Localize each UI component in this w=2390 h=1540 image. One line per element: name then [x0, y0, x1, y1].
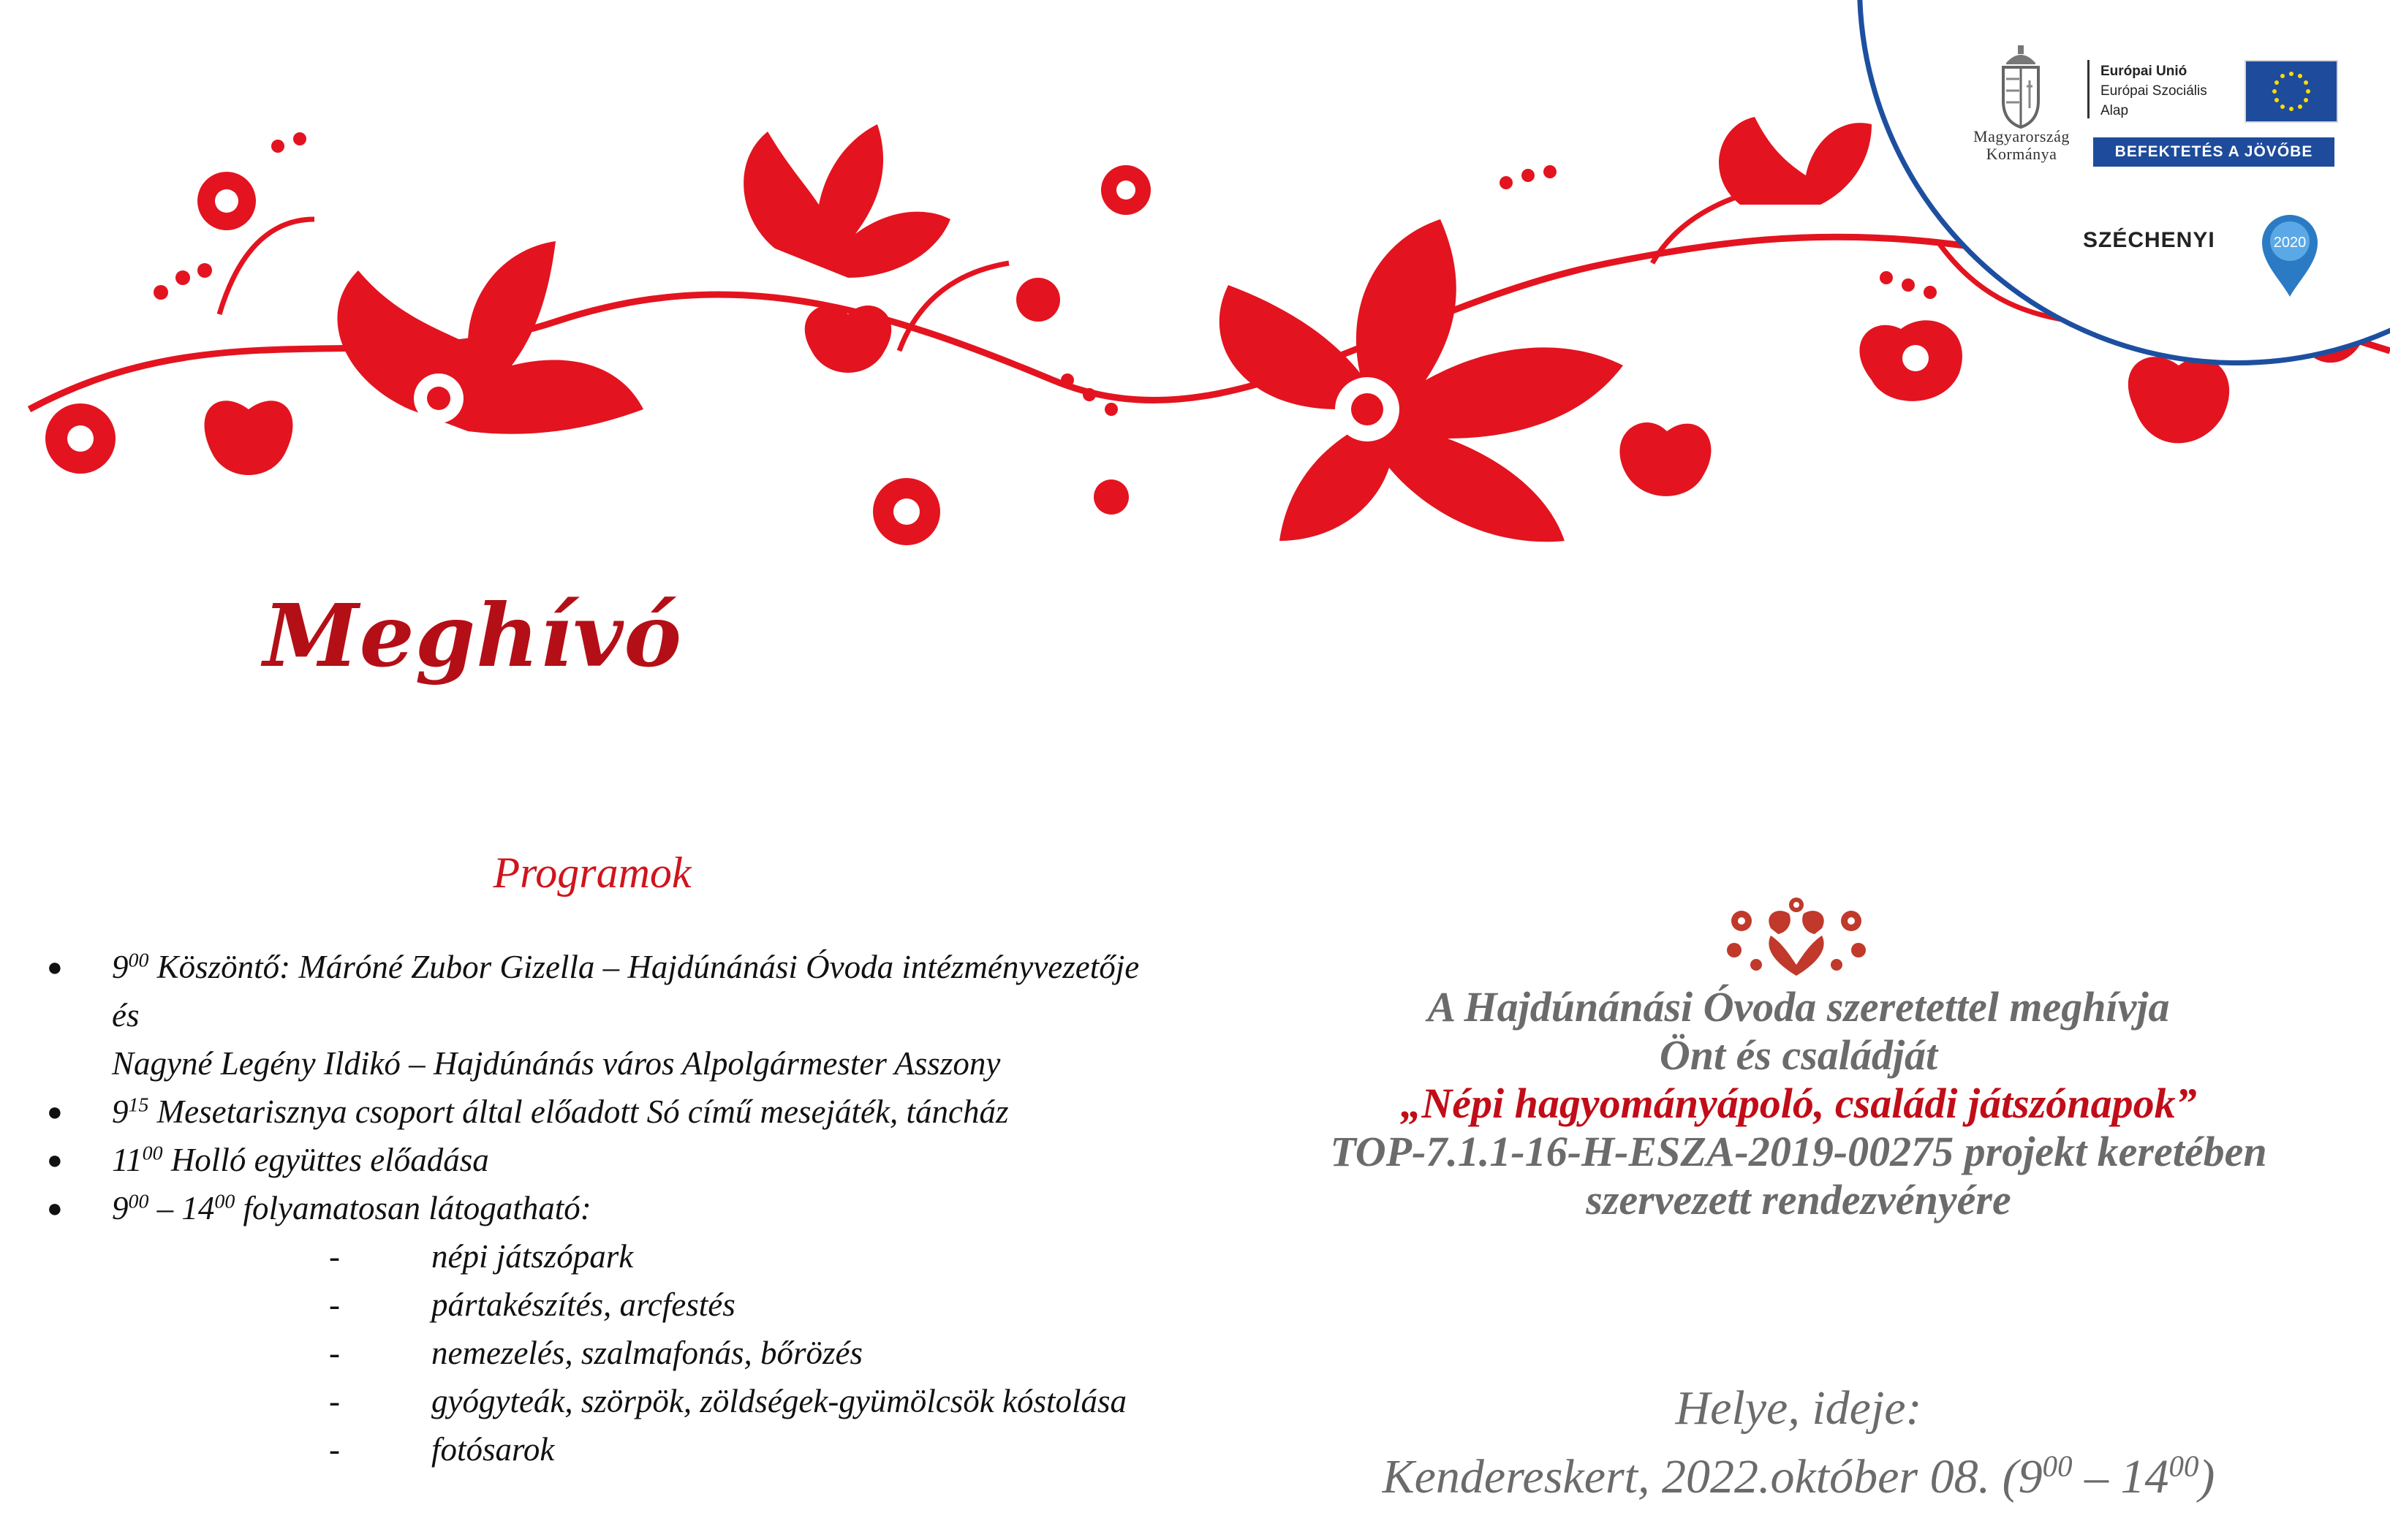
programs-heading: Programok — [493, 849, 692, 897]
eu-name: Európai Unió — [2100, 64, 2187, 79]
program-line — [112, 1184, 1199, 1232]
activity-text: népi játszópark — [431, 1238, 634, 1275]
program-time: 9 — [112, 1093, 129, 1130]
activity-text: fotósarok — [431, 1431, 555, 1468]
szechenyi-logo-text: SZÉCHENYI — [2083, 228, 2215, 252]
gov-line-2: Kormánya — [1986, 145, 2057, 163]
activity-item — [44, 1232, 1199, 1281]
venue-place-date: Kendereskert, 2022.október 08. (9 — [1382, 1450, 2043, 1503]
venue-details — [1206, 1443, 2390, 1511]
program-text: Köszöntő: Máróné Zubor Gizella – Hajdúnánási Óvoda intézményvezetője — [148, 949, 1140, 985]
activity-text: nemezelés, szalmafonás, bőrözés — [431, 1335, 863, 1371]
venue-time-separator: – 14 — [2072, 1450, 2169, 1503]
project-line: TOP-7.1.1-16-H-ESZA-2019-00275 projekt keretében — [1330, 1128, 2267, 1175]
program-text: Holló együttes előadása — [162, 1142, 489, 1178]
program-time: 9 — [112, 1190, 129, 1226]
activity-text: pártakészítés, arcfestés — [431, 1286, 735, 1323]
venue-block — [1206, 1374, 2390, 1511]
program-item — [44, 943, 1199, 1088]
coat-of-arms-icon — [1996, 42, 2046, 130]
dash: - — [329, 1286, 340, 1323]
eu-fund-line-2: Alap — [2100, 103, 2129, 118]
program-time-minutes: 00 — [128, 1190, 149, 1213]
eu-text — [2100, 61, 2247, 121]
program-line — [112, 1136, 1199, 1184]
venue-end-minutes: 00 — [2168, 1449, 2199, 1483]
program-continuation: és — [112, 997, 140, 1033]
program-time-separator: – 14 — [148, 1190, 215, 1226]
invest-banner: BEFEKTETÉS A JÖVŐBE — [2093, 137, 2334, 167]
invitation-text — [1206, 983, 2390, 1224]
venue-start-minutes: 00 — [2042, 1449, 2073, 1483]
activity-item — [44, 1281, 1199, 1329]
eu-divider — [2087, 60, 2090, 118]
dash: - — [329, 1431, 340, 1468]
bullet: ● — [47, 952, 63, 982]
szechenyi-2020-pin-icon — [2259, 210, 2321, 298]
gov-line-1: Magyarország — [1973, 127, 2070, 145]
invitation-line-5: szervezett rendezvényére — [1586, 1176, 2011, 1224]
dash: - — [329, 1383, 340, 1419]
program-item — [44, 1136, 1199, 1184]
program-item — [44, 1184, 1199, 1232]
activity-item — [44, 1377, 1199, 1425]
eu-fund-line-1: Európai Szociális — [2100, 83, 2207, 99]
program-time-minutes: 15 — [128, 1093, 149, 1117]
program-end-minutes: 00 — [214, 1190, 235, 1213]
activity-list — [44, 1232, 1199, 1473]
program-time: 11 — [112, 1142, 143, 1178]
eu-flag-icon — [2245, 60, 2338, 123]
program-time-minutes: 00 — [142, 1142, 163, 1165]
bullet: ● — [47, 1097, 63, 1126]
program-text: Mesetarisznya csoport által előadott Só című mesejáték, táncház — [148, 1093, 1009, 1130]
program-text: folyamatosan látogatható: — [235, 1190, 591, 1226]
government-logo-text — [1941, 128, 2102, 163]
program-list — [44, 943, 1199, 1473]
dash: - — [329, 1238, 340, 1275]
program-time: 9 — [112, 949, 129, 985]
invitation-line-1: A Hajdúnánási Óvoda szeretettel meghívja — [1427, 983, 2170, 1031]
program-line — [112, 943, 1199, 991]
venue-close: ) — [2198, 1450, 2215, 1503]
activity-text: gyógyteák, szörpök, zöldségek-gyümölcsök kóstolása — [431, 1383, 1127, 1419]
bullet: ● — [47, 1194, 63, 1223]
program-item — [44, 1088, 1199, 1136]
page-title: Meghívó — [263, 585, 683, 686]
event-name: „Népi hagyományápoló, családi játszónapok” — [1400, 1080, 2197, 1127]
program-line — [112, 1088, 1199, 1136]
program-time-minutes: 00 — [128, 949, 149, 972]
pin-text: 2020 — [2273, 235, 2307, 251]
program-continuation: Nagyné Legény Ildikó – Hajdúnánás város Alpolgármester Asszony — [112, 1045, 1001, 1082]
activity-item — [44, 1425, 1199, 1473]
dash: - — [329, 1335, 340, 1371]
venue-label: Helye, ideje: — [1675, 1381, 1922, 1435]
activity-item — [44, 1329, 1199, 1377]
invitation-line-2: Önt és családját — [1659, 1031, 1938, 1079]
folk-birds-motif-icon — [1720, 892, 1873, 979]
bullet: ● — [47, 1145, 63, 1175]
